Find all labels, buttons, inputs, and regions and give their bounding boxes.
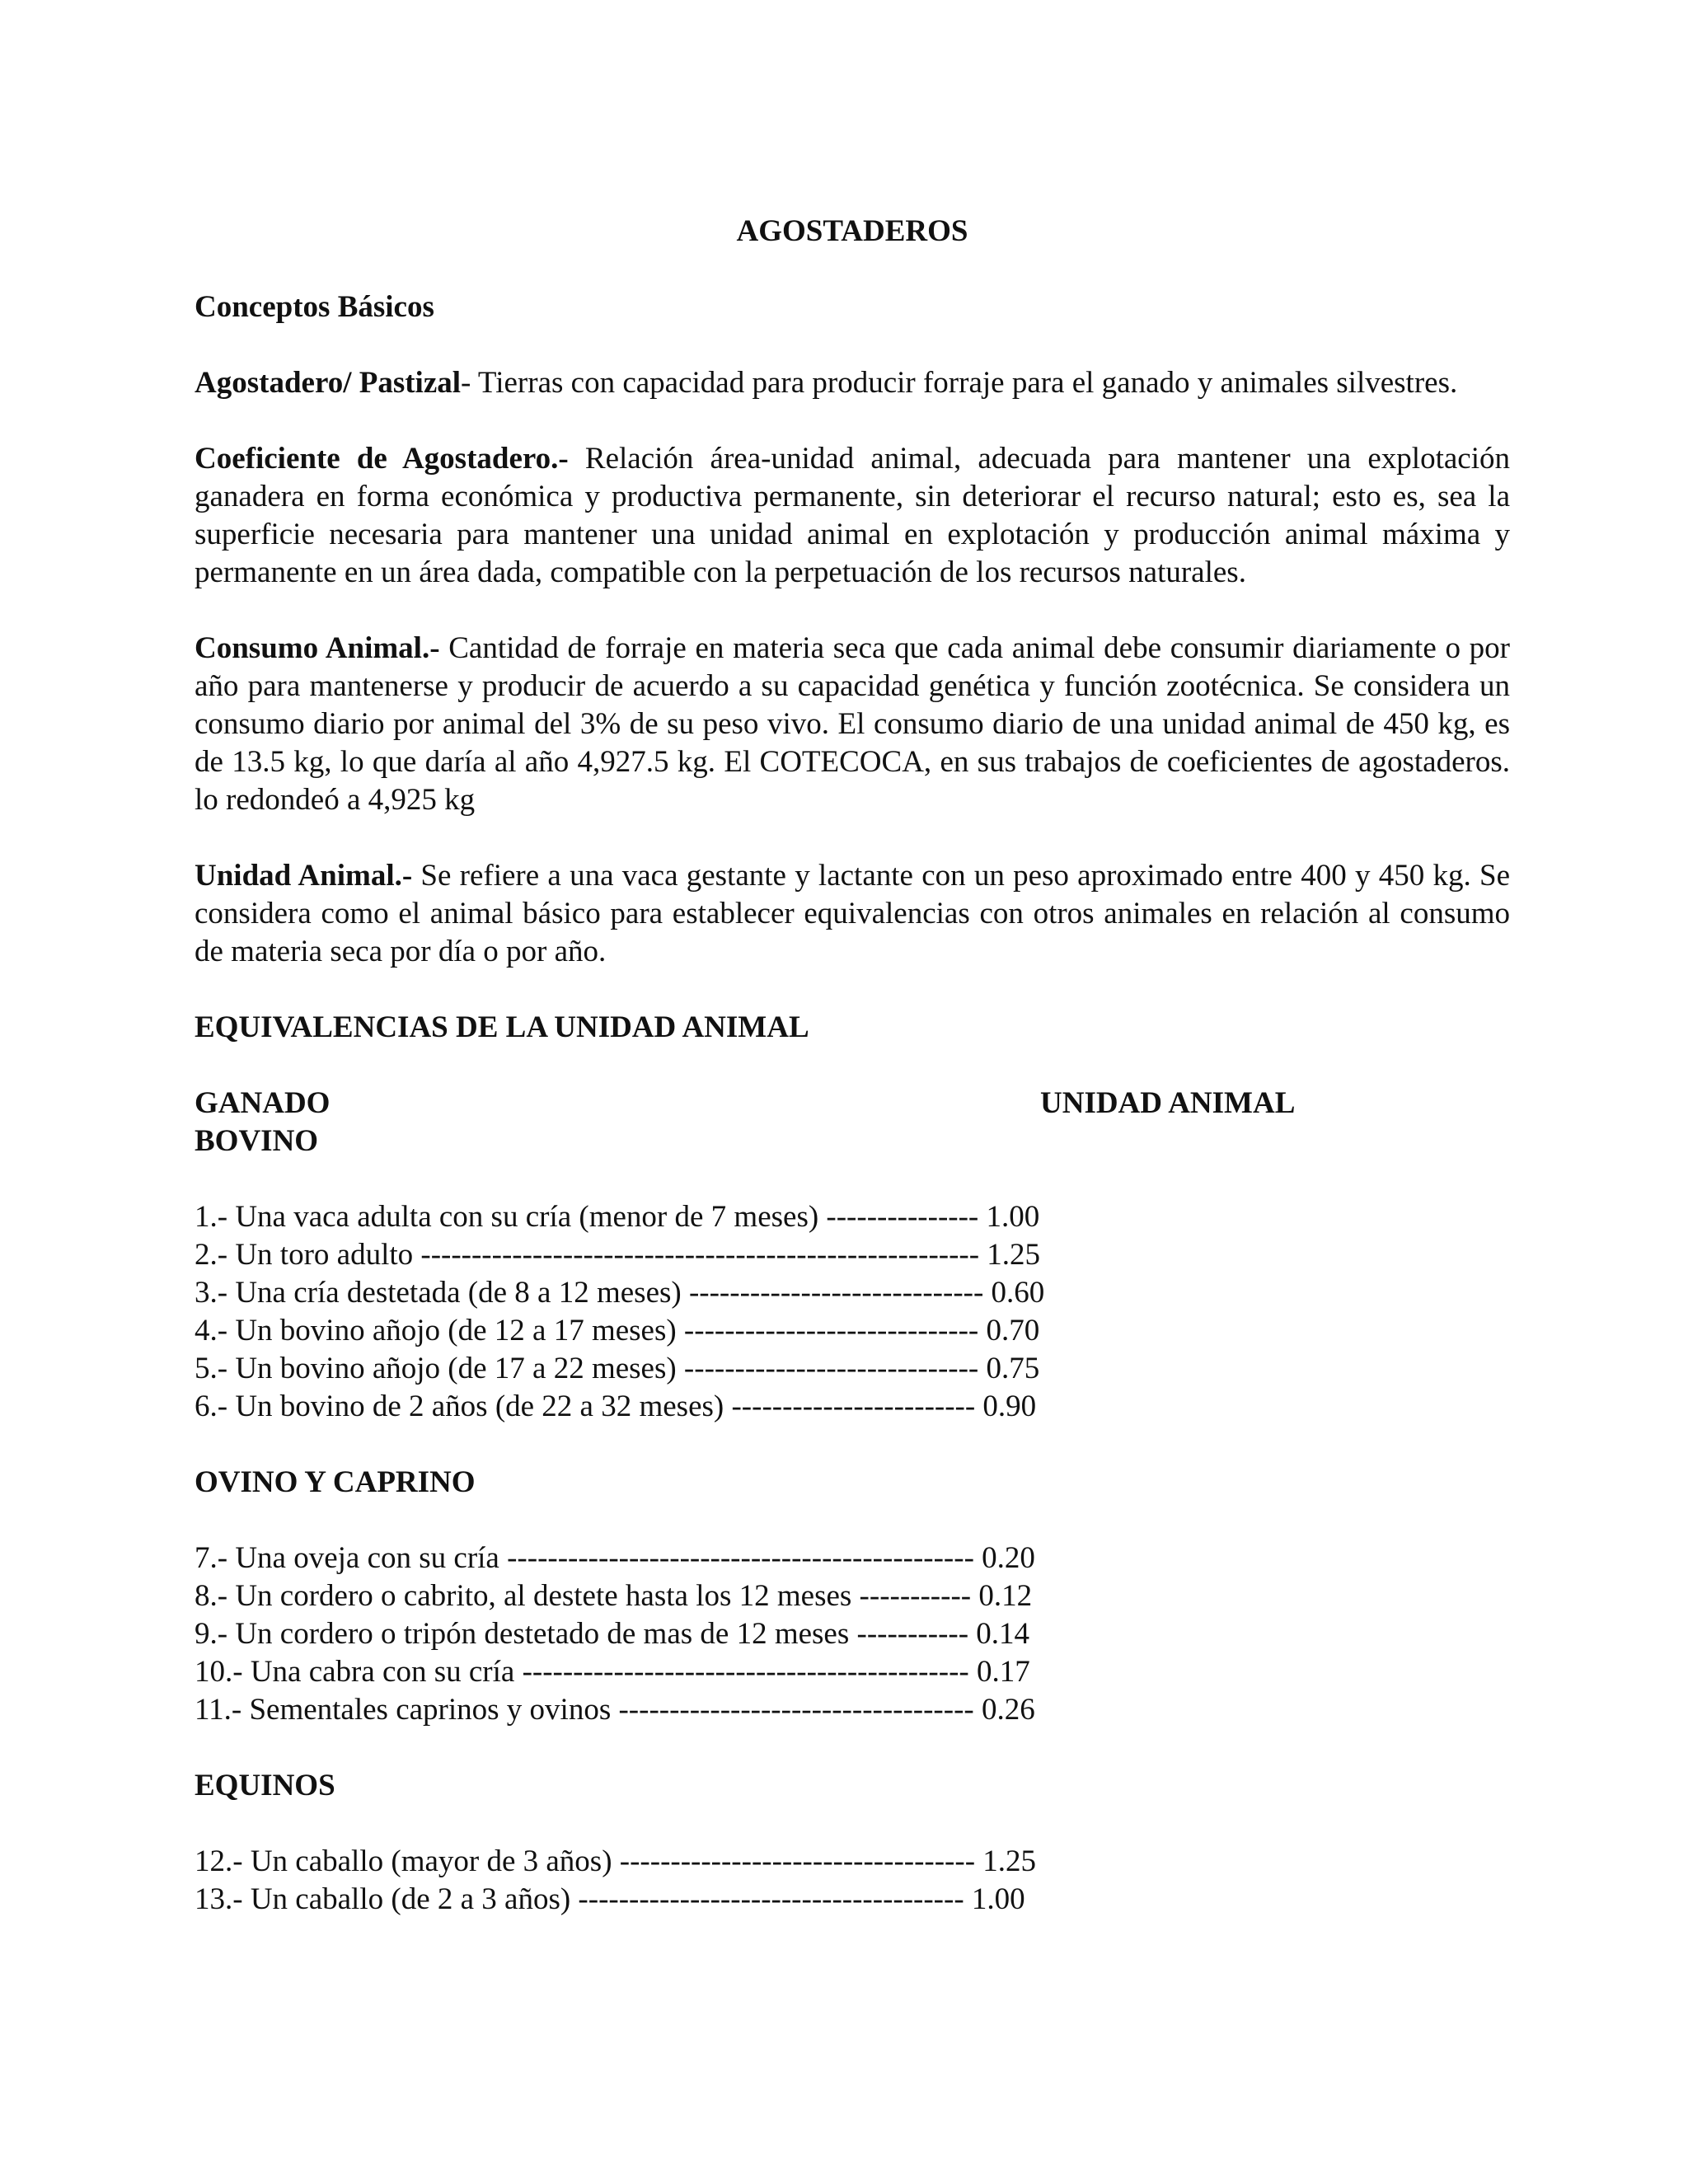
- column-header-unidad: UNIDAD ANIMAL: [1040, 1086, 1296, 1120]
- list-item: 8.- Un cordero o cabrito, al destete hasta los 12 meses ----------- 0.12: [195, 1579, 1033, 1613]
- list-item: 3.- Una cría destetada (de 8 a 12 meses) ----------------------------- 0.60: [195, 1276, 1045, 1310]
- section-heading-ovino: OVINO Y CAPRINO: [195, 1465, 476, 1499]
- definition-agostadero: [195, 364, 1510, 402]
- definition-coeficiente: [195, 440, 1510, 592]
- list-equinos: [195, 1843, 1510, 1919]
- definition-term: Coeficiente de Agostadero.-: [195, 442, 569, 476]
- list-item: 2.- Un toro adulto ------------------------------------------------------- 1.25: [195, 1238, 1041, 1272]
- list-item: 5.- Un bovino añojo (de 17 a 22 meses) ----------------------------- 0.75: [195, 1352, 1040, 1385]
- list-item: 13.- Un caballo (de 2 a 3 años) -------------------------------------- 1.00: [195, 1882, 1025, 1916]
- section-heading-basic: Conceptos Básicos: [195, 290, 434, 324]
- list-item: 6.- Un bovino de 2 años (de 22 a 32 meses) ------------------------ 0.90: [195, 1390, 1037, 1423]
- definition-text: - Tierras con capacidad para producir forraje para el ganado y animales silvestres.: [461, 366, 1458, 400]
- column-header-ganado: GANADO BOVINO: [195, 1086, 331, 1158]
- section-heading-equivalencias: EQUIVALENCIAS DE LA UNIDAD ANIMAL: [195, 1010, 809, 1044]
- definition-term: Unidad Animal.-: [195, 859, 413, 893]
- definition-text: Cantidad de forraje en materia seca que cada animal debe consumir diariamente o por año para mantenerse y producir de acuerdo a su capacidad genética y función zootécnica. Se considera un consumo diario por animal del 3% de su peso vivo. El consumo diario de una unidad animal de 450 kg, es de 13.5 kg, lo que daría al año 4,927.5 kg. El COTECOCA, en sus trabajos de coeficientes de agostaderos. lo redondeó a 4,925 kg: [195, 631, 1511, 817]
- column-headers: [195, 1085, 1510, 1160]
- list-item: 9.- Un cordero o tripón destetado de mas de 12 meses ----------- 0.14: [195, 1617, 1030, 1651]
- definition-text: Se refiere a una vaca gestante y lactante con un peso aproximado entre 400 y 450 kg. Se considera como el animal básico para establecer equivalencias con otros animales en relación al consumo de materia seca por día o por año.: [195, 859, 1510, 968]
- list-item: 4.- Un bovino añojo (de 12 a 17 meses) ----------------------------- 0.70: [195, 1314, 1040, 1347]
- document-page: [195, 213, 1510, 1957]
- definition-consumo: [195, 630, 1510, 819]
- list-item: 11.- Sementales caprinos y ovinos ----------------------------------- 0.26: [195, 1693, 1035, 1727]
- definition-term: Consumo Animal.-: [195, 631, 440, 665]
- list-item: 10.- Una cabra con su cría -------------------------------------------- 0.17: [195, 1655, 1030, 1689]
- list-item: 7.- Una oveja con su cría ---------------------------------------------- 0.20: [195, 1541, 1035, 1575]
- list-ovino: [195, 1540, 1510, 1729]
- list-item: 12.- Un caballo (mayor de 3 años) ----------------------------------- 1.25: [195, 1844, 1037, 1878]
- list-item: 1.- Una vaca adulta con su cría (menor de 7 meses) --------------- 1.00: [195, 1200, 1040, 1234]
- definition-text: Relación área-unidad animal, adecuada para mantener una explotación ganadera en forma económica y productiva permanente, sin deteriorar el recurso natural; esto es, sea la superficie necesaria para mantener una unidad animal en explotación y producción animal máxima y permanente en un área dada, compatible con la perpetuación de los recursos naturales.: [195, 442, 1510, 589]
- list-bovino: [195, 1198, 1510, 1426]
- section-heading-equinos: EQUINOS: [195, 1769, 335, 1802]
- definition-term: Agostadero/ Pastizal: [195, 366, 462, 400]
- document-title: AGOSTADEROS: [736, 214, 968, 248]
- definition-unidad-animal: [195, 857, 1510, 971]
